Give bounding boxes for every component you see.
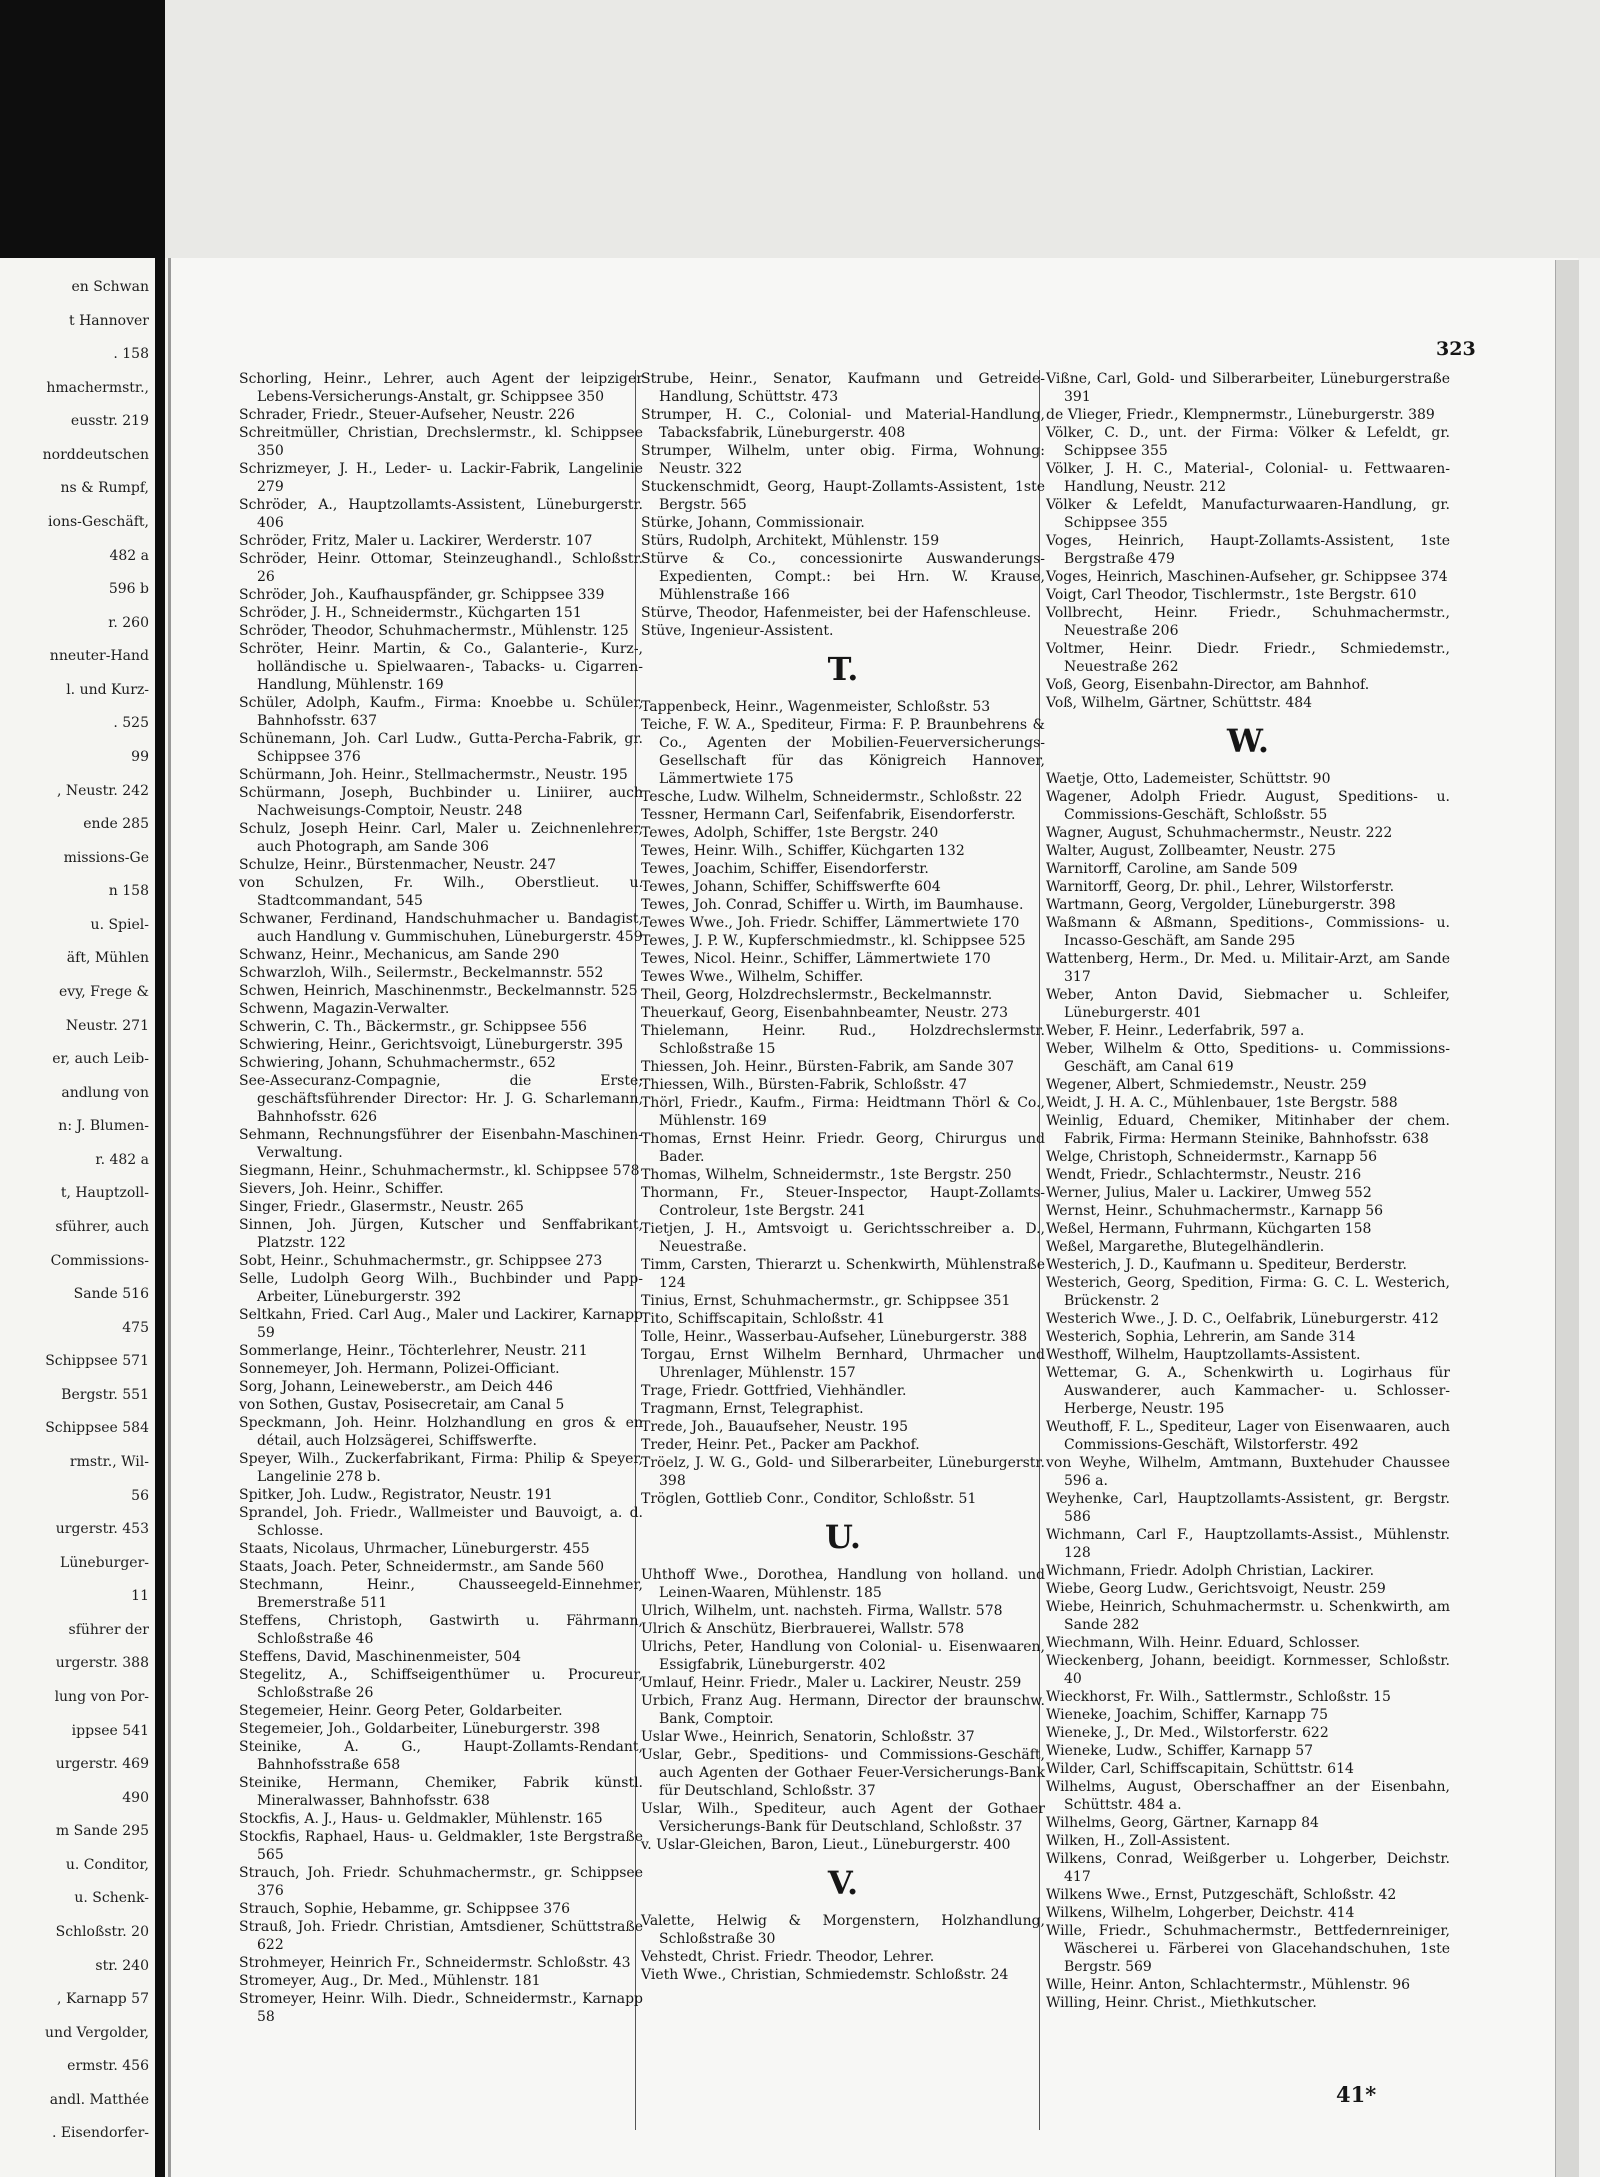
- directory-entry: Urbich, Franz Aug. Hermann, Director der braunschw. Bank, Comptoir.: [641, 1693, 1045, 1727]
- directory-entry: Völker, C. D., unt. der Firma: Völker & Lefeldt, gr. Schippsee 355: [1046, 425, 1450, 459]
- directory-entry: Wilkens, Conrad, Weißgerber u. Lohgerber, Deichstr. 417: [1046, 1851, 1450, 1885]
- directory-entry: Schwanz, Heinr., Mechanicus, am Sande 290: [239, 947, 560, 963]
- directory-entry: Schröter, Heinr. Martin, & Co., Galanterie-, Kurz-, holländische u. Spielwaaren-, Tabacks- u. Cigarren-Handlung, Mühlenstr. 169: [239, 641, 643, 693]
- left-page-line: ende 285: [83, 816, 149, 832]
- directory-entry: Tewes, J. P. W., Kupferschmiedmstr., kl. Schippsee 525: [641, 933, 1026, 949]
- directory-entry: Tragmann, Ernst, Telegraphist.: [641, 1401, 864, 1417]
- directory-entry: Thörl, Friedr., Kaufm., Firma: Heidtmann Thörl & Co., Mühlenstr. 169: [641, 1095, 1045, 1129]
- directory-entry: Werner, Julius, Maler u. Lackirer, Umweg 552: [1046, 1185, 1372, 1201]
- left-page-line: Sande 516: [73, 1286, 149, 1302]
- left-page-line: hmachermstr.,: [46, 380, 149, 396]
- left-page-line: 56: [131, 1488, 149, 1504]
- left-page-line: andl. Matthée: [49, 2092, 149, 2108]
- directory-entry: Tröelz, J. W. G., Gold- und Silberarbeiter, Lüneburgerstr. 398: [641, 1455, 1045, 1489]
- directory-entry: Vieth Wwe., Christian, Schmiedemstr. Schloßstr. 24: [641, 1967, 1009, 1983]
- directory-entry: Wichmann, Carl F., Hauptzollamts-Assist., Mühlenstr. 128: [1046, 1527, 1450, 1561]
- directory-entry: Wiechmann, Wilh. Heinr. Eduard, Schlosser.: [1046, 1635, 1361, 1651]
- directory-entry: Schrader, Friedr., Steuer-Aufseher, Neustr. 226: [239, 407, 575, 423]
- directory-entry: Torgau, Ernst Wilhelm Bernhard, Uhrmacher und Uhrenlager, Mühlenstr. 157: [641, 1347, 1045, 1381]
- left-page-line: t Hannover: [69, 313, 149, 329]
- left-page-line: . 525: [113, 715, 149, 731]
- directory-entry: Weber, Wilhelm & Otto, Speditions- u. Commissions-Geschäft, am Canal 619: [1046, 1041, 1450, 1075]
- section-letter-t: T.: [827, 650, 859, 688]
- directory-entry: Sinnen, Joh. Jürgen, Kutscher und Senffabrikant, Platzstr. 122: [239, 1217, 643, 1251]
- directory-entry: Tappenbeck, Heinr., Wagenmeister, Schloßstr. 53: [641, 699, 991, 715]
- left-page-line: urgerstr. 388: [55, 1655, 149, 1671]
- directory-entry: Tewes, Heinr. Wilh., Schiffer, Küchgarten 132: [641, 843, 965, 859]
- left-page-line: ions-Geschäft,: [48, 514, 149, 530]
- left-page-line: Schippsee 584: [45, 1420, 149, 1436]
- left-page-line: en Schwan: [71, 279, 149, 295]
- left-page-line: , Karnapp 57: [57, 1991, 149, 2007]
- left-page-line: missions-Ge: [63, 850, 149, 866]
- directory-entry: Wendt, Friedr., Schlachtermstr., Neustr. 216: [1046, 1167, 1362, 1183]
- directory-entry: Schüler, Adolph, Kaufm., Firma: Knoebbe u. Schüler, Bahnhofsstr. 637: [239, 695, 643, 729]
- directory-entry: Trede, Joh., Bauaufseher, Neustr. 195: [641, 1419, 909, 1435]
- directory-entry: Strauß, Joh. Friedr. Christian, Amtsdiener, Schüttstraße 622: [239, 1919, 643, 1953]
- directory-entry: Stromeyer, Aug., Dr. Med., Mühlenstr. 181: [239, 1973, 541, 1989]
- directory-entry: Stechmann, Heinr., Chausseegeld-Einnehmer, Bremerstraße 511: [239, 1577, 643, 1611]
- directory-entry: Walter, August, Zollbeamter, Neustr. 275: [1046, 843, 1336, 859]
- directory-entry: Thomas, Ernst Heinr. Friedr. Georg, Chirurgus und Bader.: [641, 1131, 1045, 1165]
- left-page-fragment: [0, 258, 155, 2177]
- directory-entry: Valette, Helwig & Morgenstern, Holzhandlung, Schloßstraße 30: [641, 1913, 1045, 1947]
- directory-entry: Sobt, Heinr., Schuhmachermstr., gr. Schippsee 273: [239, 1253, 603, 1269]
- page-edge: [1555, 260, 1579, 2177]
- directory-entry: Steinike, Hermann, Chemiker, Fabrik künstl. Mineralwasser, Bahnhofsstr. 638: [239, 1775, 643, 1809]
- left-page-line: nneuter-Hand: [49, 648, 149, 664]
- directory-entry: Schrizmeyer, J. H., Leder- u. Lackir-Fabrik, Langelinie 279: [239, 461, 643, 495]
- directory-entry: Wagener, Adolph Friedr. August, Speditions- u. Commissions-Geschäft, Schloßstr. 55: [1046, 789, 1450, 823]
- directory-entry: Sehmann, Rechnungsführer der Eisenbahn-Maschinen-Verwaltung.: [239, 1127, 643, 1161]
- directory-entry: Schulze, Heinr., Bürstenmacher, Neustr. 247: [239, 857, 557, 873]
- left-page-line: eusstr. 219: [70, 413, 149, 429]
- left-page-line: urgerstr. 453: [55, 1521, 149, 1537]
- directory-entry: Steffens, Christoph, Gastwirth u. Fährmann, Schloßstraße 46: [239, 1613, 643, 1647]
- directory-entry: Selle, Ludolph Georg Wilh., Buchbinder und Papp-Arbeiter, Lüneburgerstr. 392: [239, 1271, 643, 1305]
- directory-entry: Sonnemeyer, Joh. Hermann, Polizei-Officiant.: [239, 1361, 560, 1377]
- left-page-line: t, Hauptzoll-: [60, 1185, 149, 1201]
- directory-entry: Weidt, J. H. A. C., Mühlenbauer, 1ste Bergstr. 588: [1046, 1095, 1398, 1111]
- directory-entry: Weinlig, Eduard, Chemiker, Mitinhaber der chem. Fabrik, Firma: Hermann Steinike, Bahnhofsstr. 638: [1046, 1113, 1450, 1147]
- directory-entry: Wiebe, Heinrich, Schuhmachermstr. u. Schenkwirth, am Sande 282: [1046, 1599, 1450, 1633]
- directory-entry: Schwerin, C. Th., Bäckermstr., gr. Schippsee 556: [239, 1019, 587, 1035]
- directory-entry: Thomas, Wilhelm, Schneidermstr., 1ste Bergstr. 250: [641, 1167, 1012, 1183]
- directory-entry: Schwaner, Ferdinand, Handschuhmacher u. Bandagist, auch Handlung v. Gummischuhen, Lüneburgerstr. 459: [239, 911, 643, 945]
- directory-entry: Waßmann & Aßmann, Speditions-, Commissions- u. Incasso-Geschäft, am Sande 295: [1046, 915, 1450, 949]
- left-page-line: r. 482 a: [95, 1152, 149, 1168]
- directory-entry: Schürmann, Joh. Heinr., Stellmachermstr., Neustr. 195: [239, 767, 628, 783]
- left-page-line: , Neustr. 242: [56, 783, 149, 799]
- directory-entry: Stürve & Co., concessionirte Auswanderungs-Expedienten, Compt.: bei Hrn. W. Krause, Mühlenstraße 166: [641, 551, 1045, 603]
- left-page-line: 482 a: [109, 548, 149, 564]
- directory-entry: Schröder, A., Hauptzollamts-Assistent, Lüneburgerstr. 406: [239, 497, 643, 531]
- directory-entry: Westerich, Georg, Spedition, Firma: G. C. L. Westerich, Brückenstr. 2: [1046, 1275, 1450, 1309]
- directory-entry: Wartmann, Georg, Vergolder, Lüneburgerstr. 398: [1046, 897, 1396, 913]
- directory-entry: Uslar Wwe., Heinrich, Senatorin, Schloßstr. 37: [641, 1729, 975, 1745]
- directory-entry: Stürve, Theodor, Hafenmeister, bei der Hafenschleuse.: [641, 605, 1032, 621]
- directory-entry: Strumper, Wilhelm, unter obig. Firma, Wohnung: Neustr. 322: [641, 443, 1045, 477]
- directory-entry: Wille, Friedr., Schuhmachermstr., Bettfedernreiniger, Wäscherei u. Färberei von Glacehandschuhen, 1ste Bergstr. 569: [1046, 1923, 1450, 1975]
- directory-entry: Strumper, H. C., Colonial- und Material-Handlung, Tabacksfabrik, Lüneburgerstr. 408: [641, 407, 1045, 441]
- section-letter-w: W.: [1226, 722, 1270, 760]
- left-page-line: n: J. Blumen-: [58, 1118, 149, 1134]
- left-page-line: andlung von: [61, 1085, 149, 1101]
- directory-entry: Tewes, Joh. Conrad, Schiffer u. Wirth, im Baumhause.: [641, 897, 1024, 913]
- directory-entry: Stürs, Rudolph, Architekt, Mühlenstr. 159: [641, 533, 940, 549]
- directory-entry: Warnitorff, Caroline, am Sande 509: [1046, 861, 1298, 877]
- directory-entry: Tewes, Nicol. Heinr., Schiffer, Lämmertwiete 170: [641, 951, 991, 967]
- directory-entry: Tito, Schiffscapitain, Schloßstr. 41: [641, 1311, 886, 1327]
- directory-entry: Sievers, Joh. Heinr., Schiffer.: [239, 1181, 444, 1197]
- directory-entry: Weuthoff, F. L., Spediteur, Lager von Eisenwaaren, auch Commissions-Geschäft, Wilstorferstr. 492: [1046, 1419, 1450, 1453]
- directory-entry: Tewes Wwe., Wilhelm, Schiffer.: [641, 969, 864, 985]
- directory-entry: Weßel, Margarethe, Blutegelhändlerin.: [1046, 1239, 1325, 1255]
- directory-entry: de Vlieger, Friedr., Klempnermstr., Lüneburgerstr. 389: [1046, 407, 1435, 423]
- left-page-line: und Vergolder,: [45, 2025, 149, 2041]
- directory-entry: Wattenberg, Herm., Dr. Med. u. Militair-Arzt, am Sande 317: [1046, 951, 1450, 985]
- directory-entry: Schröder, Heinr. Ottomar, Steinzeughandl., Schloßstr. 26: [239, 551, 643, 585]
- directory-entry: Stegelitz, A., Schiffseigenthümer u. Procureur, Schloßstraße 26: [239, 1667, 643, 1701]
- directory-entry: Westerich, Sophia, Lehrerin, am Sande 314: [1046, 1329, 1356, 1345]
- left-page-line: Lüneburger-: [60, 1555, 149, 1571]
- left-page-line: . Eisendorfer-: [51, 2125, 149, 2141]
- directory-entry: Voltmer, Heinr. Diedr. Friedr., Schmiedemstr., Neuestraße 262: [1046, 641, 1450, 675]
- directory-entry: Wiebe, Georg Ludw., Gerichtsvoigt, Neustr. 259: [1046, 1581, 1386, 1597]
- left-page-line: 11: [131, 1588, 149, 1604]
- directory-entry: Tewes Wwe., Joh. Friedr. Schiffer, Lämmertwiete 170: [641, 915, 1020, 931]
- left-page-line: evy, Frege &: [59, 984, 149, 1000]
- left-page-line: 596 b: [108, 581, 149, 597]
- directory-entry: Schröder, Fritz, Maler u. Lackirer, Werderstr. 107: [239, 533, 593, 549]
- directory-entry: Schröder, Joh., Kaufhauspfänder, gr. Schippsee 339: [239, 587, 605, 603]
- left-page-line: Schippsee 571: [45, 1353, 149, 1369]
- signature-mark: 41*: [1336, 2082, 1377, 2107]
- directory-entry: Schürmann, Joseph, Buchbinder u. Liniirer, auch Nachweisungs-Comptoir, Neustr. 248: [239, 785, 643, 819]
- directory-entry: Westhoff, Wilhelm, Hauptzollamts-Assistent.: [1046, 1347, 1361, 1363]
- directory-entry: Wilken, H., Zoll-Assistent.: [1046, 1833, 1231, 1849]
- directory-entry: Westerich, J. D., Kaufmann u. Spediteur, Berderstr.: [1046, 1257, 1407, 1273]
- directory-entry: Wegener, Albert, Schmiedemstr., Neustr. 259: [1046, 1077, 1367, 1093]
- directory-entry: Tröglen, Gottlieb Conr., Conditor, Schloßstr. 51: [641, 1491, 977, 1507]
- directory-entry: Willing, Heinr. Christ., Miethkutscher.: [1046, 1995, 1317, 2011]
- directory-entry: Vollbrecht, Heinr. Friedr., Schuhmachermstr., Neuestraße 206: [1046, 605, 1450, 639]
- directory-entry: Wilkens, Wilhelm, Lohgerber, Deichstr. 414: [1046, 1905, 1355, 1921]
- directory-entry: Siegmann, Heinr., Schuhmachermstr., kl. Schippsee 578: [239, 1163, 640, 1179]
- directory-entry: Tietjen, J. H., Amtsvoigt u. Gerichtsschreiber a. D., Neuestraße.: [641, 1221, 1045, 1255]
- directory-entry: Strauch, Joh. Friedr. Schuhmachermstr., gr. Schippsee 376: [239, 1865, 643, 1899]
- directory-entry: Schreitmüller, Christian, Drechslermstr., kl. Schippsee 350: [239, 425, 643, 459]
- directory-entry: Tesche, Ludw. Wilhelm, Schneidermstr., Schloßstr. 22: [641, 789, 1023, 805]
- directory-entry: Theuerkauf, Georg, Eisenbahnbeamter, Neustr. 273: [641, 1005, 1009, 1021]
- left-page-line: u. Conditor,: [65, 1857, 149, 1873]
- directory-entry: Stürke, Johann, Commissionair.: [641, 515, 865, 531]
- directory-entry: Wieckhorst, Fr. Wilh., Sattlermstr., Schloßstr. 15: [1046, 1689, 1391, 1705]
- directory-entry: v. Uslar-Gleichen, Baron, Lieut., Lüneburgerstr. 400: [641, 1837, 1011, 1853]
- left-page-line: äft, Mühlen: [66, 950, 149, 966]
- directory-entry: Tewes, Adolph, Schiffer, 1ste Bergstr. 240: [641, 825, 939, 841]
- left-page-line: 99: [131, 749, 149, 765]
- directory-entry: Thormann, Fr., Steuer-Inspector, Haupt-Zollamts-Controleur, 1ste Bergstr. 241: [641, 1185, 1045, 1219]
- directory-entry: Singer, Friedr., Glasermstr., Neustr. 265: [239, 1199, 524, 1215]
- directory-entry: Tinius, Ernst, Schuhmachermstr., gr. Schippsee 351: [641, 1293, 1011, 1309]
- directory-entry: Theil, Georg, Holzdrechslermstr., Beckelmannstr.: [641, 987, 993, 1003]
- directory-entry: Thiessen, Joh. Heinr., Bürsten-Fabrik, am Sande 307: [641, 1059, 1015, 1075]
- directory-entry: Wieneke, J., Dr. Med., Wilstorferstr. 622: [1046, 1725, 1329, 1741]
- directory-entry: Speyer, Wilh., Zuckerfabrikant, Firma: Philip & Speyer, Langelinie 278 b.: [239, 1451, 643, 1485]
- directory-entry: Tewes, Johann, Schiffer, Schiffswerfte 604: [641, 879, 941, 895]
- directory-entry: Wieneke, Joachim, Schiffer, Karnapp 75: [1046, 1707, 1329, 1723]
- directory-entry: Uslar, Wilh., Spediteur, auch Agent der Gothaer Versicherungs-Bank für Deutschland, Schloßstr. 37: [641, 1801, 1045, 1835]
- directory-entry: Wilhelms, Georg, Gärtner, Karnapp 84: [1046, 1815, 1319, 1831]
- directory-entry: Vehstedt, Christ. Friedr. Theodor, Lehrer.: [641, 1949, 935, 1965]
- directory-entry: Wichmann, Friedr. Adolph Christian, Lackirer.: [1046, 1563, 1375, 1579]
- directory-entry: Völker & Lefeldt, Manufacturwaaren-Handlung, gr. Schippsee 355: [1046, 497, 1450, 531]
- directory-entry: Trage, Friedr. Gottfried, Viehhändler.: [641, 1383, 907, 1399]
- directory-entry: Schwen, Heinrich, Maschinenmstr., Beckelmannstr. 525: [239, 983, 638, 999]
- left-page-line: norddeutschen: [42, 447, 149, 463]
- directory-entry: Schröder, Theodor, Schuhmachermstr., Mühlenstr. 125: [239, 623, 629, 639]
- directory-entry: Westerich Wwe., J. D. C., Oelfabrik, Lüneburgerstr. 412: [1046, 1311, 1439, 1327]
- directory-entry: Weyhenke, Carl, Hauptzollamts-Assistent, gr. Bergstr. 586: [1046, 1491, 1450, 1525]
- directory-entry: Ulrich & Anschütz, Bierbrauerei, Wallstr. 578: [641, 1621, 965, 1637]
- directory-entry: Uhthoff Wwe., Dorothea, Handlung von holland. und Leinen-Waaren, Mühlenstr. 185: [641, 1567, 1045, 1601]
- directory-entry: Strohmeyer, Heinrich Fr., Schneidermstr. Schloßstr. 43: [239, 1955, 631, 1971]
- directory-entry: Seltkahn, Fried. Carl Aug., Maler und Lackirer, Karnapp 59: [239, 1307, 643, 1341]
- directory-entry: von Weyhe, Wilhelm, Amtmann, Buxtehuder Chaussee 596 a.: [1046, 1455, 1450, 1489]
- directory-entry: Strauch, Sophie, Hebamme, gr. Schippsee 376: [239, 1901, 571, 1917]
- directory-entry: Weßel, Hermann, Fuhrmann, Küchgarten 158: [1046, 1221, 1372, 1237]
- directory-entry: Schröder, J. H., Schneidermstr., Küchgarten 151: [239, 605, 582, 621]
- left-page-line: lung von Por-: [54, 1689, 149, 1705]
- left-page-line: Commissions-: [50, 1253, 149, 1269]
- directory-entry: See-Assecuranz-Compagnie, die Erste; geschäftsführender Director: Hr. J. G. Scharlemann, Bahnhofsstr. 626: [239, 1073, 643, 1125]
- left-page-line: sführer der: [68, 1622, 149, 1638]
- left-page-line: l. und Kurz-: [66, 682, 149, 698]
- directory-entry: Schwenn, Magazin-Verwalter.: [239, 1001, 450, 1017]
- left-page-line: Neustr. 271: [65, 1018, 149, 1034]
- left-page-line: 490: [122, 1790, 149, 1806]
- directory-entry: Staats, Nicolaus, Uhrmacher, Lüneburgerstr. 455: [239, 1541, 590, 1557]
- directory-entry: Steinike, A. G., Haupt-Zollamts-Rendant, Bahnhofsstraße 658: [239, 1739, 643, 1773]
- directory-entry: Steffens, David, Maschinenmeister, 504: [239, 1649, 522, 1665]
- directory-column-3: [1046, 370, 1450, 2012]
- left-page-line: ns & Rumpf,: [60, 480, 149, 496]
- left-page-line: r. 260: [108, 615, 149, 631]
- directory-entry: Umlauf, Heinr. Friedr., Maler u. Lackirer, Neustr. 259: [641, 1675, 1022, 1691]
- directory-entry: Stegemeier, Heinr. Georg Peter, Goldarbeiter.: [239, 1703, 563, 1719]
- left-page-line: . 158: [113, 346, 149, 362]
- directory-entry: Wieckenberg, Johann, beeidigt. Kornmesser, Schloßstr. 40: [1046, 1653, 1450, 1687]
- directory-entry: Sprandel, Joh. Friedr., Wallmeister und Bauvoigt, a. d. Schlosse.: [239, 1505, 643, 1539]
- directory-entry: Treder, Heinr. Pet., Packer am Packhof.: [641, 1437, 920, 1453]
- directory-entry: Welge, Christoph, Schneidermstr., Karnapp 56: [1046, 1149, 1377, 1165]
- directory-entry: Wieneke, Ludw., Schiffer, Karnapp 57: [1046, 1743, 1314, 1759]
- directory-entry: Stuckenschmidt, Georg, Haupt-Zollamts-Assistent, 1ste Bergstr. 565: [641, 479, 1045, 513]
- directory-entry: Voß, Georg, Eisenbahn-Director, am Bahnhof.: [1046, 677, 1370, 693]
- directory-entry: Stockfis, Raphael, Haus- u. Geldmakler, 1ste Bergstraße 565: [239, 1829, 643, 1863]
- directory-entry: Voigt, Carl Theodor, Tischlermstr., 1ste Bergstr. 610: [1046, 587, 1417, 603]
- directory-entry: Waetje, Otto, Lademeister, Schüttstr. 90: [1046, 771, 1331, 787]
- directory-entry: Schwarzloh, Wilh., Seilermstr., Beckelmannstr. 552: [239, 965, 604, 981]
- directory-entry: Schwiering, Heinr., Gerichtsvoigt, Lüneburgerstr. 395: [239, 1037, 624, 1053]
- directory-entry: Thiessen, Wilh., Bürsten-Fabrik, Schloßstr. 47: [641, 1077, 968, 1093]
- directory-page: [168, 258, 1578, 2177]
- directory-entry: Wagner, August, Schuhmachermstr., Neustr. 222: [1046, 825, 1393, 841]
- directory-entry: Stüve, Ingenieur-Assistent.: [641, 623, 834, 639]
- left-page-line: rmstr., Wil-: [69, 1454, 149, 1470]
- directory-entry: von Sothen, Gustav, Posisecretair, am Canal 5: [239, 1397, 565, 1413]
- left-page-line: Bergstr. 551: [61, 1387, 149, 1403]
- gutter-shadow: [102, 0, 162, 258]
- directory-column-1: [239, 370, 643, 2026]
- directory-entry: Tolle, Heinr., Wasserbau-Aufseher, Lüneburgerstr. 388: [641, 1329, 1028, 1345]
- directory-entry: Völker, J. H. C., Material-, Colonial- u. Fettwaaren-Handlung, Neustr. 212: [1046, 461, 1450, 495]
- directory-entry: Wille, Heinr. Anton, Schlachtermstr., Mühlenstr. 96: [1046, 1977, 1411, 1993]
- directory-entry: Vißne, Carl, Gold- und Silberarbeiter, Lüneburgerstraße 391: [1046, 371, 1450, 405]
- directory-entry: Strube, Heinr., Senator, Kaufmann und Getreide-Handlung, Schüttstr. 473: [641, 371, 1045, 405]
- directory-entry: Voges, Heinrich, Haupt-Zollamts-Assistent, 1ste Bergstraße 479: [1046, 533, 1450, 567]
- left-page-line: m Sande 295: [55, 1823, 149, 1839]
- section-letter-v: V.: [827, 1864, 859, 1902]
- left-page-line: urgerstr. 469: [55, 1756, 149, 1772]
- left-page-line: str. 240: [95, 1958, 149, 1974]
- directory-entry: Tewes, Joachim, Schiffer, Eisendorferstr.: [641, 861, 929, 877]
- directory-entry: Wilder, Carl, Schiffscapitain, Schüttstr. 614: [1046, 1761, 1354, 1777]
- left-page-line: u. Schenk-: [74, 1890, 149, 1906]
- directory-entry: Thielemann, Heinr. Rud., Holzdrechslermstr. Schloßstraße 15: [641, 1023, 1045, 1057]
- left-page-line: 475: [122, 1320, 149, 1336]
- left-page-line: ippsee 541: [71, 1723, 149, 1739]
- left-page-line: ermstr. 456: [67, 2058, 149, 2074]
- left-page-line: sführer, auch: [55, 1219, 149, 1235]
- directory-entry: Weber, Anton David, Siebmacher u. Schleifer, Lüneburgerstr. 401: [1046, 987, 1450, 1021]
- left-page-line: er, auch Leib-: [52, 1051, 149, 1067]
- directory-entry: Voges, Heinrich, Maschinen-Aufseher, gr. Schippsee 374: [1046, 569, 1448, 585]
- directory-entry: Uslar, Gebr., Speditions- und Commissions-Geschäft, auch Agenten der Gothaer Feuer-Versicherungs-Bank für Deutschland, Schloßstr. 37: [641, 1747, 1045, 1799]
- page-number: 323: [1436, 338, 1476, 360]
- scan-background: [165, 0, 1600, 258]
- directory-entry: von Schulzen, Fr. Wilh., Oberstlieut. u. Stadtcommandant, 545: [239, 875, 643, 909]
- directory-entry: Speckmann, Joh. Heinr. Holzhandlung en gros & en détail, auch Holzsägerei, Schiffswerfte.: [239, 1415, 643, 1449]
- directory-entry: Stegemeier, Joh., Goldarbeiter, Lüneburgerstr. 398: [239, 1721, 601, 1737]
- directory-entry: Ulrich, Wilhelm, unt. nachsteh. Firma, Wallstr. 578: [641, 1603, 1003, 1619]
- directory-entry: Sorg, Johann, Leineweberstr., am Deich 446: [239, 1379, 553, 1395]
- directory-entry: Teiche, F. W. A., Spediteur, Firma: F. P. Braunbehrens & Co., Agenten der Mobilien-Feuerversicherungs-Gesellschaft für das Königreich Hannover, Lämmertwiete 175: [641, 717, 1045, 787]
- directory-entry: Schwiering, Johann, Schuhmachermstr., 652: [239, 1055, 556, 1071]
- directory-entry: Weber, F. Heinr., Lederfabrik, 597 a.: [1046, 1023, 1305, 1039]
- directory-entry: Wernst, Heinr., Schuhmachermstr., Karnapp 56: [1046, 1203, 1384, 1219]
- left-page-line: n 158: [108, 883, 149, 899]
- directory-entry: Warnitorff, Georg, Dr. phil., Lehrer, Wilstorferstr.: [1046, 879, 1395, 895]
- directory-entry: Stockfis, A. J., Haus- u. Geldmakler, Mühlenstr. 165: [239, 1811, 603, 1827]
- directory-column-2: [641, 370, 1045, 1984]
- section-letter-u: U.: [824, 1518, 862, 1556]
- directory-entry: Tessner, Hermann Carl, Seifenfabrik, Eisendorferstr.: [641, 807, 1016, 823]
- directory-entry: Wilhelms, August, Oberschaffner an der Eisenbahn, Schüttstr. 484 a.: [1046, 1779, 1450, 1813]
- directory-entry: Timm, Carsten, Thierarzt u. Schenkwirth, Mühlenstraße 124: [641, 1257, 1045, 1291]
- left-page-line: Schloßstr. 20: [55, 1924, 149, 1940]
- directory-entry: Wilkens Wwe., Ernst, Putzgeschäft, Schloßstr. 42: [1046, 1887, 1397, 1903]
- directory-entry: Spitker, Joh. Ludw., Registrator, Neustr. 191: [239, 1487, 553, 1503]
- directory-entry: Wettemar, G. A., Schenkwirth u. Logirhaus für Auswanderer, auch Kammacher- u. Schlosser-Herberge, Neustr. 195: [1046, 1365, 1450, 1417]
- directory-entry: Schünemann, Joh. Carl Ludw., Gutta-Percha-Fabrik, gr. Schippsee 376: [239, 731, 643, 765]
- directory-entry: Staats, Joach. Peter, Schneidermstr., am Sande 560: [239, 1559, 605, 1575]
- directory-entry: Sommerlange, Heinr., Töchterlehrer, Neustr. 211: [239, 1343, 588, 1359]
- left-page-line: u. Spiel-: [90, 917, 149, 933]
- directory-entry: Ulrichs, Peter, Handlung von Colonial- u. Eisenwaaren, Essigfabrik, Lüneburgerstr. 402: [641, 1639, 1045, 1673]
- directory-entry: Schorling, Heinr., Lehrer, auch Agent der leipziger Lebens-Versicherungs-Anstalt, gr. Schippsee 350: [239, 371, 643, 405]
- directory-entry: Schulz, Joseph Heinr. Carl, Maler u. Zeichnenlehrer, auch Photograph, am Sande 306: [239, 821, 643, 855]
- directory-entry: Voß, Wilhelm, Gärtner, Schüttstr. 484: [1046, 695, 1313, 711]
- directory-entry: Stromeyer, Heinr. Wilh. Diedr., Schneidermstr., Karnapp 58: [239, 1991, 643, 2025]
